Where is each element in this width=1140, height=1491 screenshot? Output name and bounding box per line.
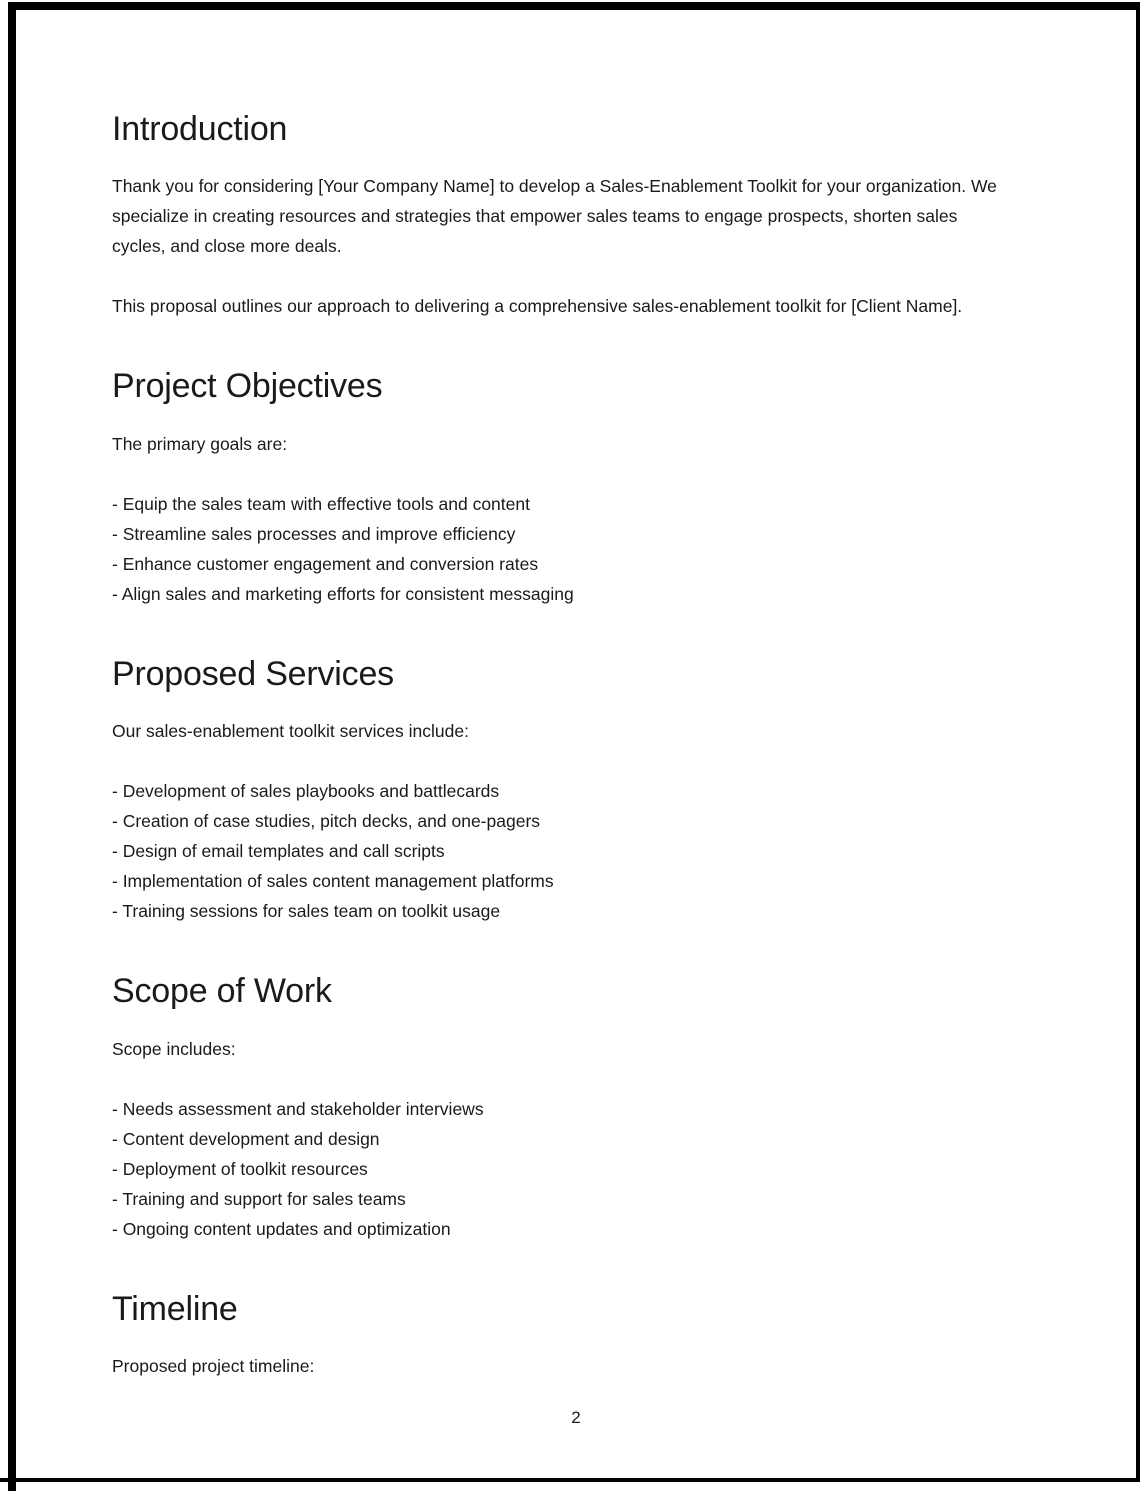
section-heading-project-objectives: Project Objectives <box>112 367 383 406</box>
spacer <box>112 407 1012 429</box>
section-introduction <box>112 110 1012 321</box>
spacer <box>112 459 1012 489</box>
paragraph: This proposal outlines our approach to delivering a comprehensive sales-enablement toolkit for [Client Name]. <box>112 296 963 317</box>
page-number: 2 <box>571 1408 581 1427</box>
paragraph: Our sales-enablement toolkit services include: <box>112 721 469 742</box>
list-item: - Enhance customer engagement and conversion rates <box>112 553 539 574</box>
page-sheet <box>16 10 1136 1478</box>
page-border-left <box>8 2 16 1491</box>
spacer <box>112 1329 1012 1351</box>
section-heading-proposed-services: Proposed Services <box>112 654 394 693</box>
paragraph: Scope includes: <box>112 1038 236 1059</box>
list-item: - Training sessions for sales team on toolkit usage <box>112 901 501 922</box>
list-item: - Creation of case studies, pitch decks, and one-pagers <box>112 811 541 832</box>
section-scope-of-work <box>112 972 1012 1243</box>
page-border-right <box>1136 2 1140 1478</box>
paragraph: Proposed project timeline: <box>112 1356 315 1377</box>
list-item: - Training and support for sales teams <box>112 1188 406 1209</box>
section-timeline <box>112 1290 1012 1381</box>
spacer <box>112 694 1012 716</box>
list-item: - Needs assessment and stakeholder interviews <box>112 1098 484 1119</box>
list-item: - Ongoing content updates and optimization <box>112 1218 451 1239</box>
section-heading-timeline: Timeline <box>112 1289 238 1328</box>
list-item: - Equip the sales team with effective tools and content <box>112 493 530 514</box>
list-item: - Design of email templates and call scripts <box>112 841 445 862</box>
section-heading-introduction: Introduction <box>112 110 288 148</box>
page-border-top <box>8 2 1140 10</box>
list-item: - Development of sales playbooks and battlecards <box>112 781 500 802</box>
list-item: - Deployment of toolkit resources <box>112 1158 368 1179</box>
bullet-list-scope-of-work <box>112 1094 1012 1244</box>
spacer <box>112 1064 1012 1094</box>
paragraph: Thank you for considering [Your Company Name] to develop a Sales-Enablement Toolkit for your organization. We specialize in creating resources and strategies that empower sales teams to engage prospects, shorten sales cycles, and close more deals. <box>112 176 997 257</box>
spacer <box>112 261 1012 291</box>
page-border-bottom <box>0 1478 1140 1482</box>
spacer <box>112 149 1012 171</box>
section-project-objectives <box>112 367 1012 608</box>
bullet-list-project-objectives <box>112 489 1012 609</box>
spacer <box>112 746 1012 776</box>
document-content <box>112 110 1012 1381</box>
list-item: - Implementation of sales content management platforms <box>112 871 554 892</box>
section-heading-scope-of-work: Scope of Work <box>112 972 332 1011</box>
bullet-list-proposed-services <box>112 776 1012 926</box>
spacer <box>112 1012 1012 1034</box>
paragraph: The primary goals are: <box>112 433 288 454</box>
list-item: - Align sales and marketing efforts for consistent messaging <box>112 583 574 604</box>
section-proposed-services <box>112 655 1012 926</box>
list-item: - Streamline sales processes and improve efficiency <box>112 523 516 544</box>
list-item: - Content development and design <box>112 1128 380 1149</box>
